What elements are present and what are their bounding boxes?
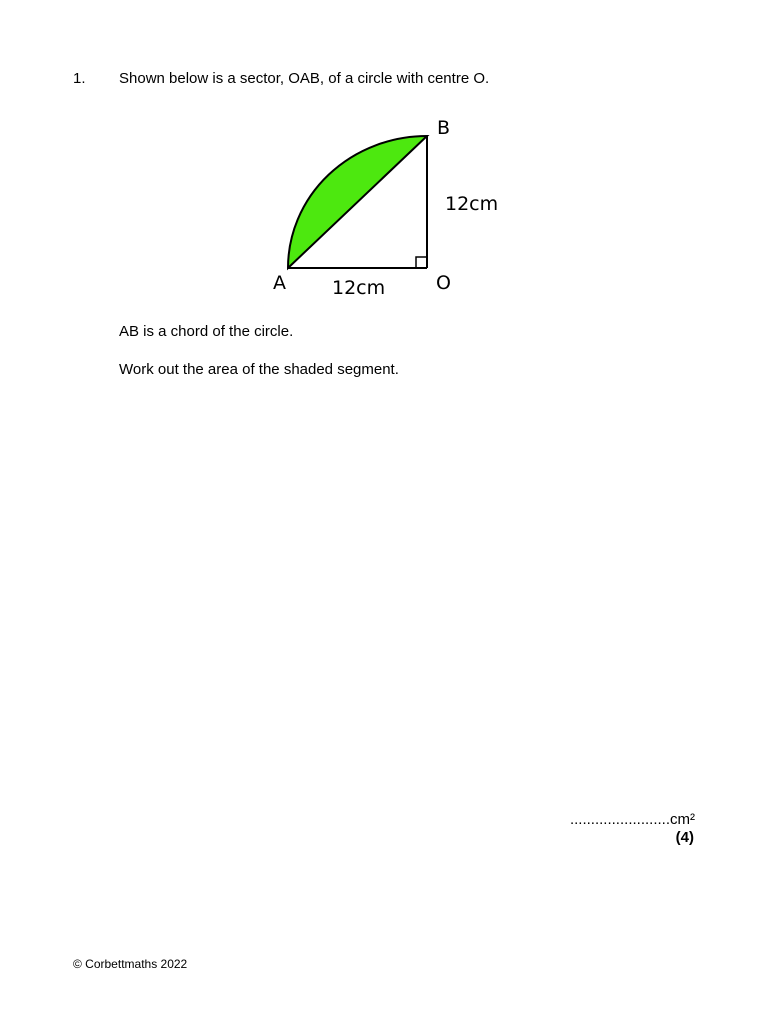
- marks-label: (4): [675, 829, 694, 846]
- question-intro: Shown below is a sector, OAB, of a circle with centre O.: [119, 70, 490, 87]
- task-statement: Work out the area of the shaded segment.: [119, 361, 399, 378]
- right-angle-marker: [416, 257, 427, 268]
- label-B: B: [437, 117, 451, 139]
- copyright-footer: © Corbettmaths 2022: [73, 957, 188, 971]
- label-side-AO: 12cm: [332, 277, 386, 299]
- shaded-segment: [288, 136, 427, 268]
- label-A: A: [273, 272, 286, 294]
- answer-line[interactable]: [570, 811, 695, 828]
- answer-blank: ........................: [569, 811, 670, 828]
- label-O: O: [436, 272, 451, 294]
- answer-unit: cm²: [670, 811, 695, 828]
- label-side-OB: 12cm: [445, 193, 499, 215]
- chord-statement: AB is a chord of the circle.: [119, 323, 294, 340]
- sector-diagram: [262, 112, 512, 302]
- question-number: 1.: [73, 70, 86, 87]
